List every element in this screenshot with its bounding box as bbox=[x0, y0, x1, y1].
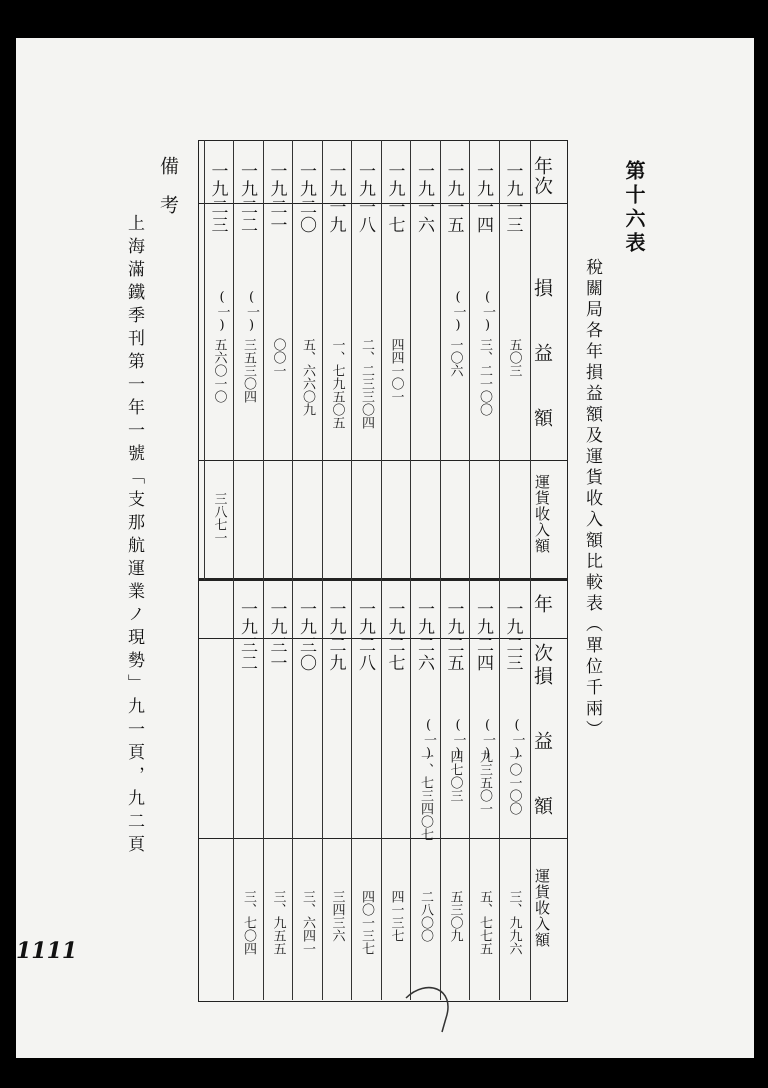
notes-label: 備考 bbox=[157, 156, 179, 234]
left-year-cell: 一九一四 bbox=[473, 162, 493, 234]
row-separator bbox=[381, 578, 382, 1000]
right-year-cell: 一九二七 bbox=[384, 600, 405, 672]
left-sign-cell: (一) bbox=[480, 290, 495, 333]
right-sign-cell: (一) bbox=[450, 718, 466, 761]
right-year-cell: 一九二四 bbox=[473, 600, 493, 672]
row-separator bbox=[204, 140, 205, 580]
row-separator bbox=[322, 578, 323, 1000]
left-year-cell: 一九二三 bbox=[207, 162, 228, 234]
header-profit-top: 損益額 bbox=[531, 278, 553, 473]
right-profit-cell: 九三五〇一 bbox=[477, 750, 492, 815]
table-number: 第十六表 bbox=[622, 160, 646, 256]
right-revenue-cell: 三、九九六 bbox=[506, 890, 522, 955]
right-revenue-cell: 三、六四一 bbox=[300, 890, 315, 955]
left-profit-cell: 五六〇一〇 bbox=[211, 338, 227, 403]
left-year-cell: 一九一五 bbox=[443, 162, 464, 234]
header-revenue-bottom: 運貨收入額 bbox=[533, 868, 551, 948]
right-sign-cell: (一) bbox=[509, 718, 525, 761]
header-year-top: 年次 bbox=[531, 156, 553, 196]
margin-mark: 1111 bbox=[16, 938, 78, 964]
row-separator bbox=[440, 578, 441, 1000]
data-table bbox=[198, 140, 568, 1002]
row-separator bbox=[233, 140, 234, 580]
right-year-cell: 一九二三 bbox=[502, 600, 523, 672]
left-sign-cell: (一) bbox=[244, 290, 259, 333]
right-revenue-cell: 四〇一三七 bbox=[359, 890, 374, 955]
left-profit-cell: 三五三〇四 bbox=[241, 338, 256, 403]
row-separator bbox=[410, 578, 411, 1000]
table-title: 稅關局各年損益額及運貨收入額比較表（單位千兩） bbox=[582, 258, 602, 741]
left-profit-cell: 三、二一〇〇 bbox=[477, 338, 492, 416]
row-separator bbox=[351, 140, 352, 580]
header-profit-bottom: 損益額 bbox=[531, 666, 553, 861]
left-profit-cell: 〇〇一 bbox=[270, 338, 286, 377]
right-revenue-cell: 三、七〇四 bbox=[241, 890, 256, 955]
right-year-cell: 一九二六 bbox=[414, 600, 434, 672]
right-year-cell: 一九三一 bbox=[266, 600, 287, 672]
row-separator bbox=[469, 140, 470, 580]
row-separator bbox=[292, 140, 293, 580]
row-separator bbox=[499, 578, 500, 1000]
right-revenue-cell: 三、九五五 bbox=[270, 890, 286, 955]
row-separator bbox=[292, 578, 293, 1000]
right-sign-cell: (一) bbox=[480, 718, 495, 761]
left-sign-cell: (一) bbox=[450, 290, 466, 333]
left-profit-cell: 二、二三三〇四 bbox=[359, 338, 374, 429]
header-revenue-top: 運貨收入額 bbox=[533, 474, 551, 554]
left-profit-cell: 五、六六〇九 bbox=[300, 338, 315, 416]
document-page bbox=[16, 38, 754, 1058]
row-separator bbox=[381, 140, 382, 580]
row-separator bbox=[233, 578, 234, 1000]
left-sign-cell: (一) bbox=[214, 290, 230, 333]
right-profit-cell: 四七〇三 bbox=[447, 750, 463, 802]
table-divider bbox=[198, 460, 568, 461]
row-separator bbox=[263, 578, 264, 1000]
right-revenue-cell: 五三〇九 bbox=[447, 890, 463, 942]
right-profit-cell: 一〇一〇〇 bbox=[506, 750, 522, 815]
left-year-cell: 一九一六 bbox=[414, 162, 434, 234]
right-revenue-cell: 五、七七五 bbox=[477, 890, 492, 955]
left-profit-cell: 一、七九五〇五 bbox=[329, 338, 345, 429]
left-profit-cell: 一〇六 bbox=[447, 338, 463, 377]
right-sign-cell: (一) bbox=[421, 718, 436, 761]
row-separator bbox=[410, 140, 411, 580]
left-revenue-cell: 三八七一 bbox=[211, 492, 227, 544]
left-year-cell: 一九二〇 bbox=[296, 162, 316, 234]
row-separator bbox=[351, 578, 352, 1000]
source-citation: 上海滿鐵季刊第一年一號「支那航運業ノ現勢」九一頁，九二頁 bbox=[124, 214, 144, 858]
pen-stroke bbox=[396, 978, 516, 1038]
left-year-cell: 一九一八 bbox=[355, 162, 375, 234]
table-divider bbox=[198, 578, 568, 581]
left-year-cell: 一九一三 bbox=[502, 162, 523, 234]
right-year-cell: 一九二九 bbox=[325, 600, 346, 672]
left-year-cell: 一九二一 bbox=[266, 162, 287, 234]
right-revenue-cell: 二八〇〇 bbox=[418, 890, 433, 942]
row-separator bbox=[440, 140, 441, 580]
left-year-cell: 一九一九 bbox=[325, 162, 346, 234]
left-year-cell: 一九一七 bbox=[384, 162, 405, 234]
right-year-cell: 一九三〇 bbox=[296, 600, 316, 672]
row-separator bbox=[469, 578, 470, 1000]
row-separator bbox=[530, 140, 531, 1000]
row-separator bbox=[499, 140, 500, 580]
right-year-cell: 一九二五 bbox=[443, 600, 464, 672]
right-profit-cell: 一、七三四〇七 bbox=[418, 750, 433, 841]
left-profit-cell: 四四一〇一 bbox=[388, 338, 404, 403]
left-profit-cell: 五〇三 bbox=[506, 338, 522, 377]
right-year-cell: 一九二八 bbox=[355, 600, 375, 672]
row-separator bbox=[263, 140, 264, 580]
left-year-cell: 一九二二 bbox=[237, 162, 257, 234]
right-revenue-cell: 三四三六 bbox=[329, 890, 345, 942]
table-divider bbox=[198, 838, 568, 839]
row-separator bbox=[322, 140, 323, 580]
right-year-cell: 一九三二 bbox=[237, 600, 257, 672]
header-year-bottom: 年次 bbox=[531, 594, 553, 692]
right-revenue-cell: 四一三七 bbox=[388, 890, 404, 942]
